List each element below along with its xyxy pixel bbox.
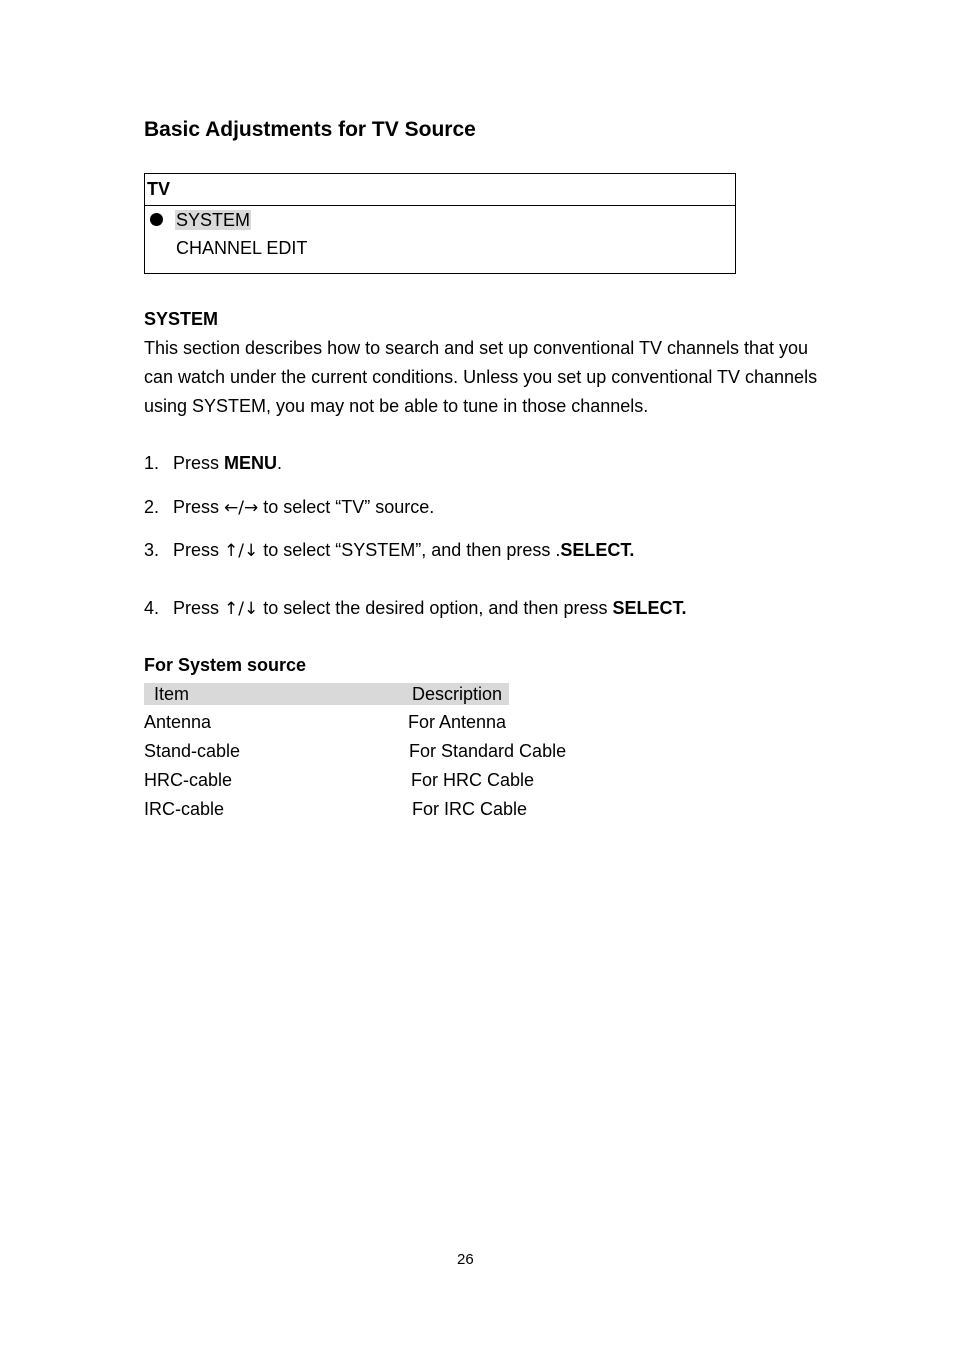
step-key: SELECT. — [560, 540, 635, 560]
step-text: Press — [173, 540, 225, 560]
table-cell-description: For HRC Cable — [411, 770, 535, 790]
section-description: This section describes how to search and set up conventional TV channels that you can watch under the current conditions. Unless you set up conventional TV channels using SYSTEM, you may not be able to tune in those channels. — [144, 338, 818, 416]
step-number: 4. — [144, 598, 160, 618]
table-cell-description: For Antenna — [408, 712, 507, 732]
step-text: to select “SYSTEM”, and then press . — [258, 540, 561, 560]
column-header-description: Description — [412, 684, 503, 704]
menu-item-system — [175, 209, 251, 231]
column-header-item: Item — [154, 684, 190, 704]
step-number: 1. — [144, 453, 160, 473]
step-key: MENU — [224, 453, 278, 473]
page-number: 26 — [457, 1251, 474, 1268]
left-right-arrows-icon: ←/→ — [224, 498, 259, 518]
menu-header: TV — [145, 174, 735, 206]
step-text: to select “TV” source. — [258, 497, 435, 517]
step-text: . — [277, 453, 283, 473]
step-number: 3. — [144, 540, 160, 560]
step-4 — [144, 598, 686, 619]
table-cell-item: HRC-cable — [144, 770, 233, 790]
bullet-icon — [150, 213, 163, 226]
tv-menu-box — [144, 173, 736, 274]
step-text: Press — [173, 598, 225, 618]
menu-item-channel-edit: CHANNEL EDIT — [176, 238, 308, 258]
table-cell-item: Stand-cable — [144, 741, 241, 761]
step-text: Press — [173, 453, 225, 473]
step-1 — [144, 453, 282, 474]
table-cell-description: For Standard Cable — [409, 741, 567, 761]
step-2 — [144, 497, 434, 518]
up-down-arrows-icon: ↑/↓ — [224, 599, 259, 619]
step-text: Press — [173, 497, 225, 517]
section-title: SYSTEM — [144, 309, 219, 329]
page-title: Basic Adjustments for TV Source — [144, 118, 476, 141]
step-text: to select the desired option, and then press — [258, 598, 613, 618]
up-down-arrows-icon: ↑/↓ — [224, 541, 259, 561]
table-title: For System source — [144, 655, 307, 675]
step-3 — [144, 540, 634, 561]
menu-item-label: SYSTEM — [176, 210, 251, 230]
table-cell-description: For IRC Cable — [412, 799, 528, 819]
step-key: SELECT. — [612, 598, 687, 618]
table-cell-item: Antenna — [144, 712, 212, 732]
step-number: 2. — [144, 497, 160, 517]
table-cell-item: IRC-cable — [144, 799, 225, 819]
